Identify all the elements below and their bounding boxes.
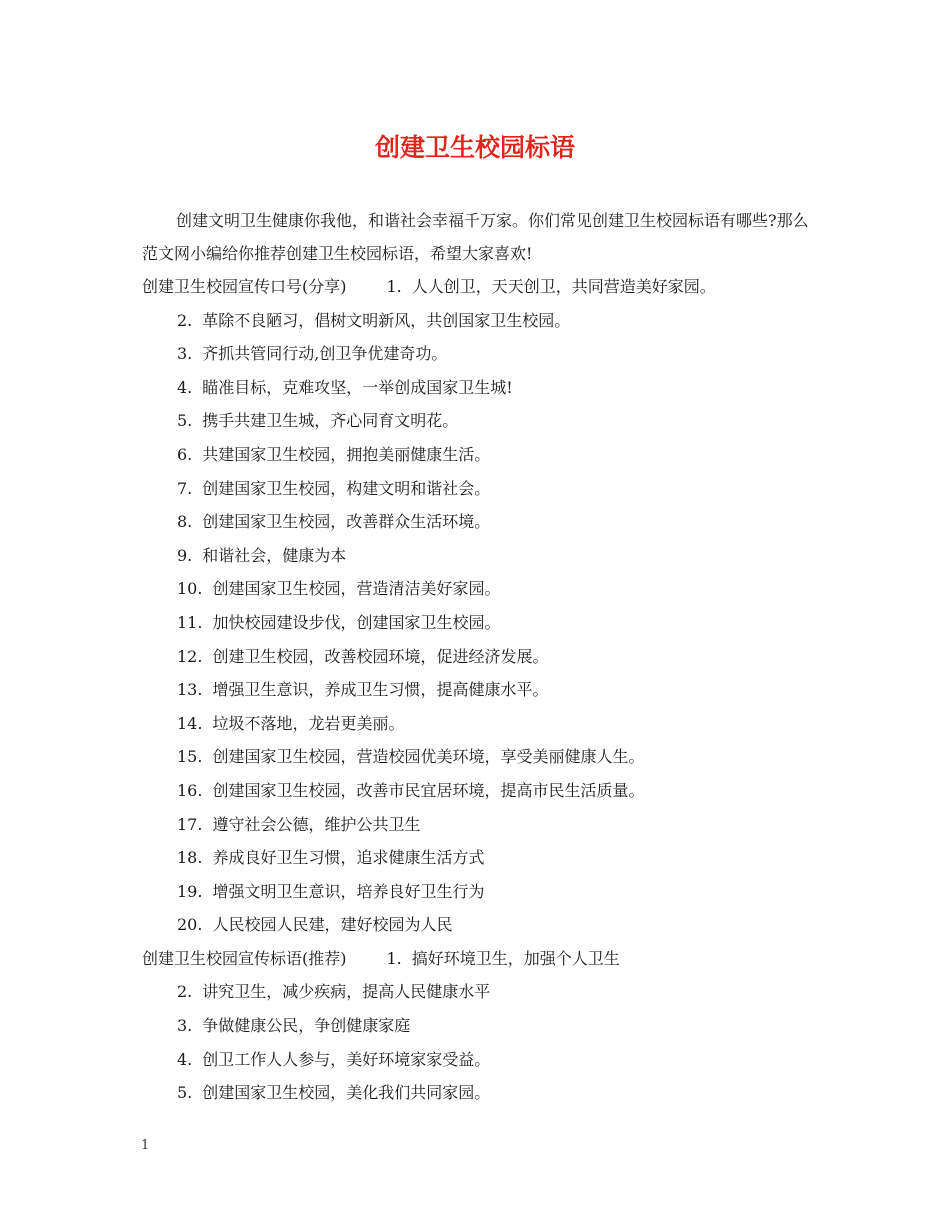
list-item-text: 创建国家卫生校园，营造校园优美环境，享受美丽健康人生。 xyxy=(212,747,645,767)
list-item xyxy=(142,808,822,842)
list-item xyxy=(142,505,822,539)
intro-paragraph: 创建文明卫生健康你我他，和谐社会幸福千万家。你们常见创建卫生校园标语有哪些?那么范文网小编给你推荐创建卫生校园标语，希望大家喜欢! xyxy=(142,211,809,263)
list-item-number: 5. xyxy=(177,1083,193,1103)
list-item-number: 4. xyxy=(177,1049,193,1069)
list-item-text: 齐抓共管同行动,创卫争优建奇功。 xyxy=(202,344,448,364)
list-item-number: 10. xyxy=(177,579,203,599)
section2-heading-line xyxy=(142,942,822,976)
list-item xyxy=(142,539,822,573)
list-item xyxy=(142,841,822,875)
list-item-text: 创建国家卫生校园，美化我们共同家园。 xyxy=(202,1083,491,1103)
list-item-number: 9. xyxy=(177,545,193,565)
list-item-number: 2. xyxy=(177,310,193,330)
list-item-text: 和谐社会，健康为本 xyxy=(202,545,347,565)
list-item-number: 1. xyxy=(386,948,402,968)
list-item-text: 创建国家卫生校园，营造清洁美好家园。 xyxy=(212,579,501,599)
list-item-number: 18. xyxy=(177,848,203,868)
list-item xyxy=(142,875,822,909)
list-item-number: 11. xyxy=(177,612,203,632)
section1-list xyxy=(142,304,822,942)
section2-heading: 创建卫生校园宣传标语(推荐) xyxy=(142,948,347,968)
section1-heading: 创建卫生校园宣传口号(分享) xyxy=(142,277,347,296)
list-item-text: 共建国家卫生校园，拥抱美丽健康生活。 xyxy=(202,444,491,464)
list-item-text: 遵守社会公德，维护公共卫生 xyxy=(212,814,421,834)
list-item xyxy=(142,404,822,438)
list-item-number: 6. xyxy=(177,444,193,464)
list-item-number: 1. xyxy=(386,277,402,296)
list-item-text: 加快校园建设步伐，创建国家卫生校园。 xyxy=(212,612,501,632)
list-item-number: 14. xyxy=(177,713,203,733)
list-item-number: 12. xyxy=(177,646,203,666)
page-number: 1 xyxy=(141,1138,150,1153)
list-item xyxy=(142,673,822,707)
list-item xyxy=(142,1043,822,1077)
list-item xyxy=(142,572,822,606)
list-item-text: 创建国家卫生校园，改善市民宜居环境，提高市民生活质量。 xyxy=(212,780,645,800)
document-title: 创建卫生校园标语 xyxy=(374,133,575,162)
list-item xyxy=(142,1009,822,1043)
list-item xyxy=(142,337,822,371)
list-item-text: 人民校园人民建，建好校园为人民 xyxy=(212,915,453,935)
list-item xyxy=(142,774,822,808)
list-item-number: 15. xyxy=(177,747,203,767)
list-item xyxy=(142,740,822,774)
list-item-number: 3. xyxy=(177,344,193,364)
list-item xyxy=(142,438,822,472)
list-item-text: 养成良好卫生习惯，追求健康生活方式 xyxy=(212,848,485,868)
list-item-text: 创建国家卫生校园，改善群众生活环境。 xyxy=(202,512,491,532)
list-item-text: 创建国家卫生校园，构建文明和谐社会。 xyxy=(202,478,491,498)
list-item-number: 13. xyxy=(177,680,203,700)
list-item xyxy=(142,472,822,506)
list-item-text: 携手共建卫生城，齐心同育文明花。 xyxy=(202,411,459,431)
list-item-number: 16. xyxy=(177,780,203,800)
list-item-text: 创卫工作人人参与，美好环境家家受益。 xyxy=(202,1049,491,1069)
list-item-number: 2. xyxy=(177,982,193,1002)
list-item-text: 革除不良陋习，倡树文明新风，共创国家卫生校园。 xyxy=(202,310,571,330)
list-item-number: 4. xyxy=(177,377,193,397)
list-item xyxy=(142,371,822,405)
list-item xyxy=(142,304,822,338)
list-item-text: 瞄准目标，克难攻坚，一举创成国家卫生城! xyxy=(202,377,513,397)
section1-heading-line xyxy=(142,270,822,304)
list-item-number: 7. xyxy=(177,478,193,498)
list-item-number: 8. xyxy=(177,512,193,532)
list-item-number: 20. xyxy=(177,915,203,935)
list-item-text: 增强卫生意识，养成卫生习惯，提高健康水平。 xyxy=(212,680,549,700)
section2-list xyxy=(142,975,822,1109)
list-item xyxy=(142,707,822,741)
list-item-text: 搞好环境卫生，加强个人卫生 xyxy=(411,948,620,968)
list-item xyxy=(142,640,822,674)
list-item-text: 争做健康公民，争创健康家庭 xyxy=(202,1016,411,1036)
list-item-number: 19. xyxy=(177,881,203,901)
list-item xyxy=(142,606,822,640)
list-item-number: 5. xyxy=(177,411,193,431)
list-item xyxy=(142,908,822,942)
list-item-text: 人人创卫，天天创卫，共同营造美好家园。 xyxy=(411,277,716,296)
list-item-text: 垃圾不落地，龙岩更美丽。 xyxy=(212,713,405,733)
document-body xyxy=(142,204,822,1110)
list-item-number: 3. xyxy=(177,1016,193,1036)
list-item-text: 创建卫生校园，改善校园环境，促进经济发展。 xyxy=(212,646,549,666)
list-item-text: 讲究卫生，减少疾病，提高人民健康水平 xyxy=(202,982,491,1002)
list-item-text: 增强文明卫生意识，培养良好卫生行为 xyxy=(212,881,485,901)
list-item xyxy=(142,1076,822,1110)
list-item-number: 17. xyxy=(177,814,203,834)
list-item xyxy=(142,975,822,1009)
